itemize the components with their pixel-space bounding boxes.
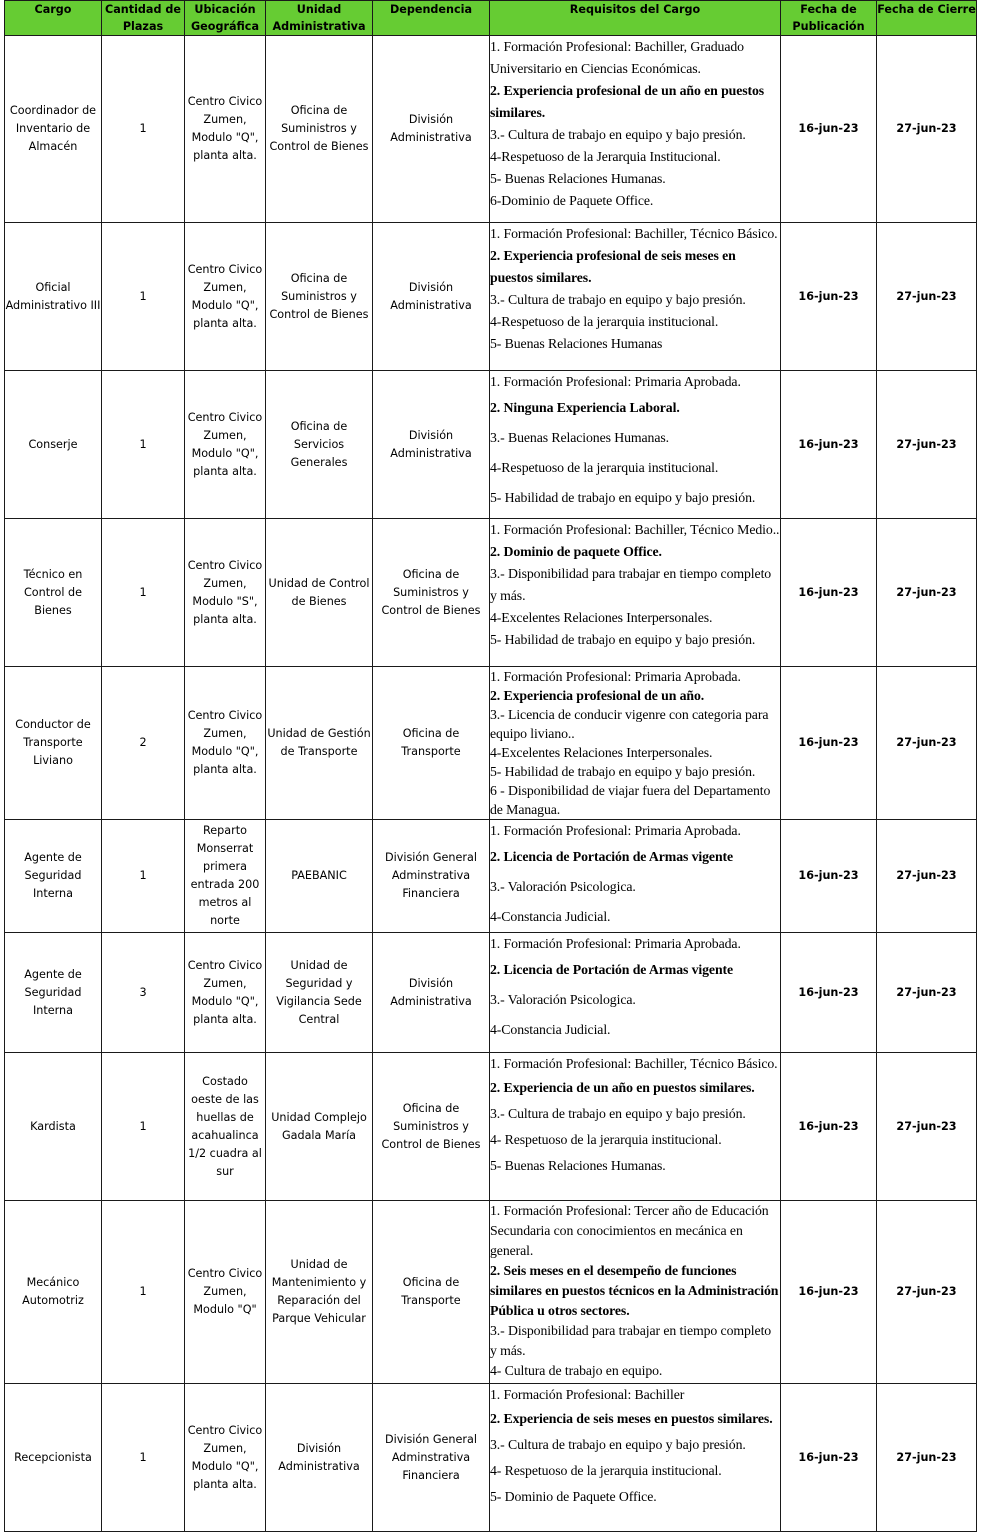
table-row (5, 933, 977, 1053)
cell-cantidad: 1 (102, 820, 185, 933)
requirement-line: 1. Formación Profesional: Primaria Aprobada. (490, 669, 741, 684)
cell-requisitos (490, 36, 781, 223)
requirement-line: 4-Respetuoso de la jerarquia institucional. (490, 314, 719, 329)
header-cierre: Fecha de Cierre (877, 1, 977, 36)
requirement-line: 3.- Cultura de trabajo en equipo y bajo presión. (490, 127, 746, 142)
table-row (5, 1384, 977, 1532)
cell-cargo: Conductor de Transporte Liviano (5, 667, 102, 820)
cell-ubicacion: Centro Civico Zumen, Modulo "Q", planta alta. (185, 667, 266, 820)
cell-cantidad: 3 (102, 933, 185, 1053)
requirement-line: 2. Licencia de Portación de Armas vigente (490, 962, 734, 977)
requirement-line: 2. Experiencia profesional de seis meses en puestos similares. (490, 248, 736, 285)
cell-ubicacion: Centro Civico Zumen, Modulo "Q" (185, 1201, 266, 1384)
header-ubicacion: Ubicación Geográfica (185, 1, 266, 36)
header-row (5, 1, 977, 36)
cell-dependencia: División General Adminstrativa Financiera (373, 820, 490, 933)
table-row (5, 667, 977, 820)
requirement-line: 3.- Licencia de conducir vigenre con categoria para equipo liviano.. (490, 707, 769, 741)
table-row (5, 1201, 977, 1384)
requirement-line: 1. Formación Profesional: Bachiller, Técnico Básico. (490, 1056, 778, 1071)
cell-cargo: Conserje (5, 371, 102, 519)
cell-unidad: Oficina de Suministros y Control de Bienes (266, 223, 373, 371)
cell-cargo: Recepcionista (5, 1384, 102, 1532)
cell-fecha-cierre: 27-jun-23 (877, 1053, 977, 1201)
header-cargo: Cargo (5, 1, 102, 36)
requirement-line: 5- Buenas Relaciones Humanas. (490, 171, 666, 186)
table-row (5, 519, 977, 667)
cell-fecha-publicacion: 16-jun-23 (781, 1384, 877, 1532)
requirement-line: 5- Buenas Relaciones Humanas. (490, 1158, 666, 1173)
cell-requisitos (490, 1201, 781, 1384)
cell-fecha-publicacion: 16-jun-23 (781, 667, 877, 820)
cell-fecha-publicacion: 16-jun-23 (781, 1201, 877, 1384)
requirement-line: 2. Experiencia profesional de un año. (490, 688, 705, 703)
cell-dependencia: División Administrativa (373, 371, 490, 519)
cell-fecha-cierre: 27-jun-23 (877, 1384, 977, 1532)
requirement-line: 2. Seis meses en el desempeño de funciones similares en puestos técnicos en la Administración Pública u otros sectores. (490, 1263, 779, 1318)
cell-dependencia: Oficina de Transporte (373, 667, 490, 820)
cell-dependencia: División Administrativa (373, 933, 490, 1053)
requirement-line: 4-Respetuoso de la Jerarquia Institucional. (490, 149, 721, 164)
cell-requisitos (490, 223, 781, 371)
requirement-line: 4-Respetuoso de la jerarquia institucional. (490, 460, 719, 475)
requirement-line: 5- Habilidad de trabajo en equipo y bajo presión. (490, 764, 756, 779)
header-dependencia: Dependencia (373, 1, 490, 36)
requirement-line: 3.- Cultura de trabajo en equipo y bajo presión. (490, 292, 746, 307)
vacancies-table (4, 0, 977, 1532)
requirement-line: 1. Formación Profesional: Bachiller, Graduado Universitario en Ciencias Económicas. (490, 39, 744, 76)
cell-requisitos (490, 519, 781, 667)
requirement-line: 1. Formación Profesional: Bachiller, Técnico Medio.. (490, 522, 780, 537)
cell-dependencia: División Administrativa (373, 223, 490, 371)
requirement-line: 2. Dominio de paquete Office. (490, 544, 662, 559)
cell-cargo: Mecánico Automotriz (5, 1201, 102, 1384)
cell-dependencia: División Administrativa (373, 36, 490, 223)
cell-requisitos (490, 1384, 781, 1532)
requirement-line: 3.- Valoración Psicologica. (490, 879, 636, 894)
cell-ubicacion: Reparto Monserrat primera entrada 200 metros al norte (185, 820, 266, 933)
requirement-line: 2. Experiencia de un año en puestos similares. (490, 1080, 755, 1095)
requirement-line: 1. Formación Profesional: Primaria Aprobada. (490, 936, 741, 951)
cell-unidad: Unidad de Gestión de Transporte (266, 667, 373, 820)
cell-fecha-cierre: 27-jun-23 (877, 36, 977, 223)
cell-unidad: Unidad de Control de Bienes (266, 519, 373, 667)
header-cantidad: Cantidad de Plazas (102, 1, 185, 36)
cell-dependencia: Oficina de Suministros y Control de Bienes (373, 1053, 490, 1201)
cell-fecha-publicacion: 16-jun-23 (781, 1053, 877, 1201)
requirement-line: 6-Dominio de Paquete Office. (490, 193, 654, 208)
cell-cantidad: 1 (102, 1384, 185, 1532)
cell-unidad: Unidad de Seguridad y Vigilancia Sede Central (266, 933, 373, 1053)
requirement-line: 2. Experiencia de seis meses en puestos similares. (490, 1411, 773, 1426)
requirement-line: 4- Respetuoso de la jerarquia institucional. (490, 1463, 722, 1478)
table-row (5, 223, 977, 371)
cell-cantidad: 2 (102, 667, 185, 820)
requirement-line: 5- Habilidad de trabajo en equipo y bajo presión. (490, 632, 756, 647)
requirement-line: 4-Constancia Judicial. (490, 1022, 611, 1037)
requirement-line: 1. Formación Profesional: Bachiller (490, 1387, 685, 1402)
cell-cantidad: 1 (102, 36, 185, 223)
requirement-line: 4- Cultura de trabajo en equipo. (490, 1363, 663, 1378)
cell-fecha-cierre: 27-jun-23 (877, 519, 977, 667)
cell-requisitos (490, 1053, 781, 1201)
cell-ubicacion: Centro Civico Zumen, Modulo "Q", planta alta. (185, 223, 266, 371)
cell-fecha-cierre: 27-jun-23 (877, 820, 977, 933)
requirement-line: 2. Experiencia profesional de un año en puestos similares. (490, 83, 765, 120)
requirement-line: 1. Formación Profesional: Primaria Aprobada. (490, 823, 741, 838)
header-unidad: Unidad Administrativa (266, 1, 373, 36)
requirement-line: 4-Constancia Judicial. (490, 909, 611, 924)
cell-fecha-publicacion: 16-jun-23 (781, 371, 877, 519)
cell-ubicacion: Costado oeste de las huellas de acahualinca 1/2 cuadra al sur (185, 1053, 266, 1201)
requirement-line: 3.- Valoración Psicologica. (490, 992, 636, 1007)
requirement-line: 4-Excelentes Relaciones Interpersonales. (490, 610, 713, 625)
cell-ubicacion: Centro Civico Zumen, Modulo "Q", planta alta. (185, 933, 266, 1053)
cell-cantidad: 1 (102, 519, 185, 667)
cell-cargo: Agente de Seguridad Interna (5, 933, 102, 1053)
header-requisitos: Requisitos del Cargo (490, 1, 781, 36)
cell-unidad: Oficina de Suministros y Control de Bienes (266, 36, 373, 223)
cell-cantidad: 1 (102, 1201, 185, 1384)
table-row (5, 371, 977, 519)
requirement-line: 3.- Buenas Relaciones Humanas. (490, 430, 669, 445)
requirement-line: 1. Formación Profesional: Tercer año de Educación Secundaria con conocimientos en mecánica en general. (490, 1203, 769, 1258)
requirement-line: 3.- Cultura de trabajo en equipo y bajo presión. (490, 1437, 746, 1452)
requirement-line: 1. Formación Profesional: Primaria Aprobada. (490, 374, 741, 389)
cell-cargo: Coordinador de Inventario de Almacén (5, 36, 102, 223)
table-row (5, 1053, 977, 1201)
cell-ubicacion: Centro Civico Zumen, Modulo "Q", planta alta. (185, 1384, 266, 1532)
requirement-line: 5- Buenas Relaciones Humanas (490, 336, 663, 351)
requirement-line: 1. Formación Profesional: Bachiller, Técnico Básico. (490, 226, 778, 241)
cell-fecha-cierre: 27-jun-23 (877, 667, 977, 820)
cell-cargo: Agente de Seguridad Interna (5, 820, 102, 933)
cell-unidad: Unidad de Mantenimiento y Reparación del Parque Vehicular (266, 1201, 373, 1384)
requirement-line: 6 - Disponibilidad de viajar fuera del Departamento de Managua. (490, 783, 771, 817)
table-row (5, 820, 977, 933)
requirement-line: 3.- Cultura de trabajo en equipo y bajo presión. (490, 1106, 746, 1121)
requirement-line: 3.- Disponibilidad para trabajar en tiempo completo y más. (490, 1323, 772, 1358)
requirement-line: 4- Respetuoso de la jerarquia institucional. (490, 1132, 722, 1147)
cell-fecha-publicacion: 16-jun-23 (781, 820, 877, 933)
cell-cargo: Oficial Administrativo III (5, 223, 102, 371)
cell-fecha-publicacion: 16-jun-23 (781, 223, 877, 371)
table-row (5, 36, 977, 223)
requirement-line: 5- Habilidad de trabajo en equipo y bajo presión. (490, 490, 756, 505)
cell-requisitos (490, 371, 781, 519)
requirement-line: 4-Excelentes Relaciones Interpersonales. (490, 745, 713, 760)
cell-fecha-cierre: 27-jun-23 (877, 371, 977, 519)
cell-dependencia: Oficina de Transporte (373, 1201, 490, 1384)
cell-dependencia: División General Adminstrativa Financiera (373, 1384, 490, 1532)
cell-unidad: PAEBANIC (266, 820, 373, 933)
cell-fecha-cierre: 27-jun-23 (877, 223, 977, 371)
header-publicacion: Fecha de Publicación (781, 1, 877, 36)
cell-requisitos (490, 933, 781, 1053)
cell-unidad: Unidad Complejo Gadala María (266, 1053, 373, 1201)
requirement-line: 2. Ninguna Experiencia Laboral. (490, 400, 680, 415)
cell-cargo: Kardista (5, 1053, 102, 1201)
cell-cantidad: 1 (102, 223, 185, 371)
cell-unidad: División Administrativa (266, 1384, 373, 1532)
cell-fecha-cierre: 27-jun-23 (877, 933, 977, 1053)
cell-fecha-publicacion: 16-jun-23 (781, 933, 877, 1053)
cell-ubicacion: Centro Civico Zumen, Modulo "S", planta alta. (185, 519, 266, 667)
cell-fecha-cierre: 27-jun-23 (877, 1201, 977, 1384)
cell-cargo: Técnico en Control de Bienes (5, 519, 102, 667)
cell-cantidad: 1 (102, 1053, 185, 1201)
cell-requisitos (490, 667, 781, 820)
requirement-line: 3.- Disponibilidad para trabajar en tiempo completo y más. (490, 566, 772, 603)
cell-unidad: Oficina de Servicios Generales (266, 371, 373, 519)
cell-cantidad: 1 (102, 371, 185, 519)
cell-ubicacion: Centro Civico Zumen, Modulo "Q", planta alta. (185, 371, 266, 519)
cell-requisitos (490, 820, 781, 933)
requirement-line: 2. Licencia de Portación de Armas vigente (490, 849, 734, 864)
cell-fecha-publicacion: 16-jun-23 (781, 519, 877, 667)
cell-fecha-publicacion: 16-jun-23 (781, 36, 877, 223)
requirement-line: 5- Dominio de Paquete Office. (490, 1489, 657, 1504)
cell-ubicacion: Centro Civico Zumen, Modulo "Q", planta alta. (185, 36, 266, 223)
cell-dependencia: Oficina de Suministros y Control de Bienes (373, 519, 490, 667)
